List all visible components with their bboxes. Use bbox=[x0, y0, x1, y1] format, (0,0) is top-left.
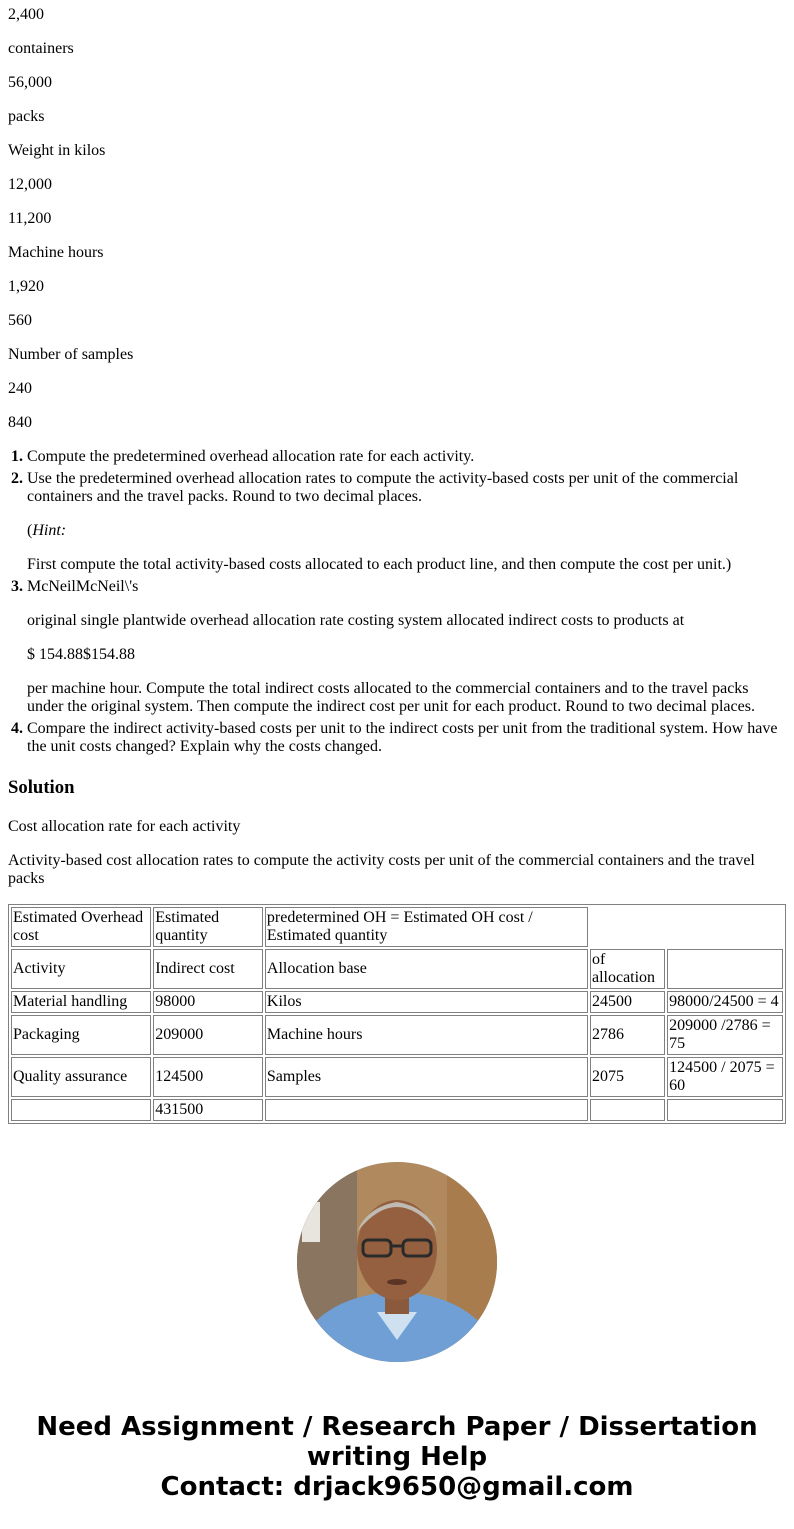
table-cell: Estimated quantity bbox=[153, 907, 263, 947]
table-cell bbox=[667, 1099, 783, 1121]
question-item bbox=[27, 470, 786, 574]
rate-value: $ 154.88$154.88 bbox=[27, 646, 135, 663]
text-line: Weight in kilos bbox=[8, 142, 106, 159]
table-cell: 124500 / 2075 = 60 bbox=[667, 1057, 783, 1097]
text-line: 840 bbox=[8, 414, 32, 431]
question-text: per machine hour. Compute the total indirect costs allocated to the commercial containers and to the travel packs under the original system. Then compute the indirect cost per unit for each product. Round to two decimal places. bbox=[27, 680, 755, 715]
table-cell: 2075 bbox=[590, 1057, 665, 1097]
portrait-image bbox=[297, 1162, 497, 1362]
text-line: Machine hours bbox=[8, 244, 104, 261]
table-cell: 2786 bbox=[590, 1015, 665, 1055]
page-content bbox=[0, 6, 794, 1502]
text-line: Number of samples bbox=[8, 346, 134, 363]
question-text: Compare the indirect activity-based costs per unit to the indirect costs per unit from the traditional system. How have the unit costs changed? Explain why the costs changed. bbox=[27, 720, 778, 755]
hint-line bbox=[27, 522, 786, 540]
table-cell: Packaging bbox=[11, 1015, 151, 1055]
question-text: 2. Use the predetermined overhead allocation rates to compute the activity-based costs per unit of the commercial containers and the travel packs. Round to two decimal places. bbox=[27, 470, 739, 505]
solution-heading: Solution bbox=[8, 777, 75, 798]
text-line: 240 bbox=[8, 380, 32, 397]
table-cell: of allocation bbox=[590, 949, 665, 989]
table-cell: Samples bbox=[265, 1057, 588, 1097]
question-list bbox=[8, 448, 786, 756]
question-text: original single plantwide overhead allocation rate costing system allocated indirect costs to products at bbox=[27, 612, 685, 629]
footer-headline: Need Assignment / Research Paper / Dissertation writing Help bbox=[36, 1412, 758, 1472]
table-row bbox=[11, 991, 783, 1013]
question-item bbox=[27, 448, 786, 466]
text-line: 1,920 bbox=[8, 278, 44, 295]
table-cell bbox=[590, 1099, 665, 1121]
question-text: Compute the predetermined overhead allocation rate for each activity. bbox=[27, 448, 475, 465]
hint-paren: ( bbox=[27, 522, 33, 539]
table-cell: Quality assurance bbox=[11, 1057, 151, 1097]
table-cell bbox=[265, 1099, 588, 1121]
solution-line: Cost allocation rate for each activity bbox=[8, 818, 241, 835]
hint-text: First compute the total activity-based costs allocated to each product line, and then compute the cost per unit.) bbox=[27, 556, 732, 573]
text-line: 11,200 bbox=[8, 210, 52, 227]
table-header-row bbox=[11, 907, 783, 947]
table-cell bbox=[11, 1099, 151, 1121]
question-item bbox=[27, 578, 786, 716]
table-cell: 431500 bbox=[153, 1099, 263, 1121]
avatar bbox=[297, 1162, 497, 1362]
top-values bbox=[8, 6, 786, 432]
table-cell: Indirect cost bbox=[153, 949, 263, 989]
table-cell: 209000 /2786 = 75 bbox=[667, 1015, 783, 1055]
table-cell: 124500 bbox=[153, 1057, 263, 1097]
hint-label: Hint: bbox=[32, 522, 67, 539]
text-line: 2,400 bbox=[8, 6, 44, 23]
table-cell: Activity bbox=[11, 949, 151, 989]
table-cell: Kilos bbox=[265, 991, 588, 1013]
table-cell: 98000/24500 = 4 bbox=[667, 991, 783, 1013]
table-cell: 209000 bbox=[153, 1015, 263, 1055]
question-name: 3. McNeilMcNeil\'s bbox=[27, 578, 139, 595]
text-line: 560 bbox=[8, 312, 32, 329]
solution-line: Activity-based cost allocation rates to compute the activity costs per unit of the commercial containers and the travel packs bbox=[8, 852, 755, 887]
overhead-table bbox=[8, 904, 786, 1124]
table-cell: 24500 bbox=[590, 991, 665, 1013]
table-cell-empty bbox=[590, 907, 783, 947]
table-row bbox=[11, 1015, 783, 1055]
table-row bbox=[11, 1099, 783, 1121]
table-cell: Allocation base bbox=[265, 949, 588, 989]
table-cell: predetermined OH = Estimated OH cost / Estimated quantity bbox=[265, 907, 588, 947]
table-cell: Estimated Overhead cost bbox=[11, 907, 151, 947]
text-line: 12,000 bbox=[8, 176, 52, 193]
footer-banner bbox=[8, 1412, 786, 1502]
text-line: containers bbox=[8, 40, 74, 57]
table-cell: Material handling bbox=[11, 991, 151, 1013]
table-row bbox=[11, 1057, 783, 1097]
text-line: packs bbox=[8, 108, 45, 125]
footer-contact: Contact: drjack9650@gmail.com bbox=[160, 1472, 634, 1502]
text-line: 56,000 bbox=[8, 74, 52, 91]
table-cell: 98000 bbox=[153, 991, 263, 1013]
table-cell: Machine hours bbox=[265, 1015, 588, 1055]
table-cell bbox=[667, 949, 783, 989]
question-item bbox=[27, 720, 786, 756]
table-row bbox=[11, 949, 783, 989]
